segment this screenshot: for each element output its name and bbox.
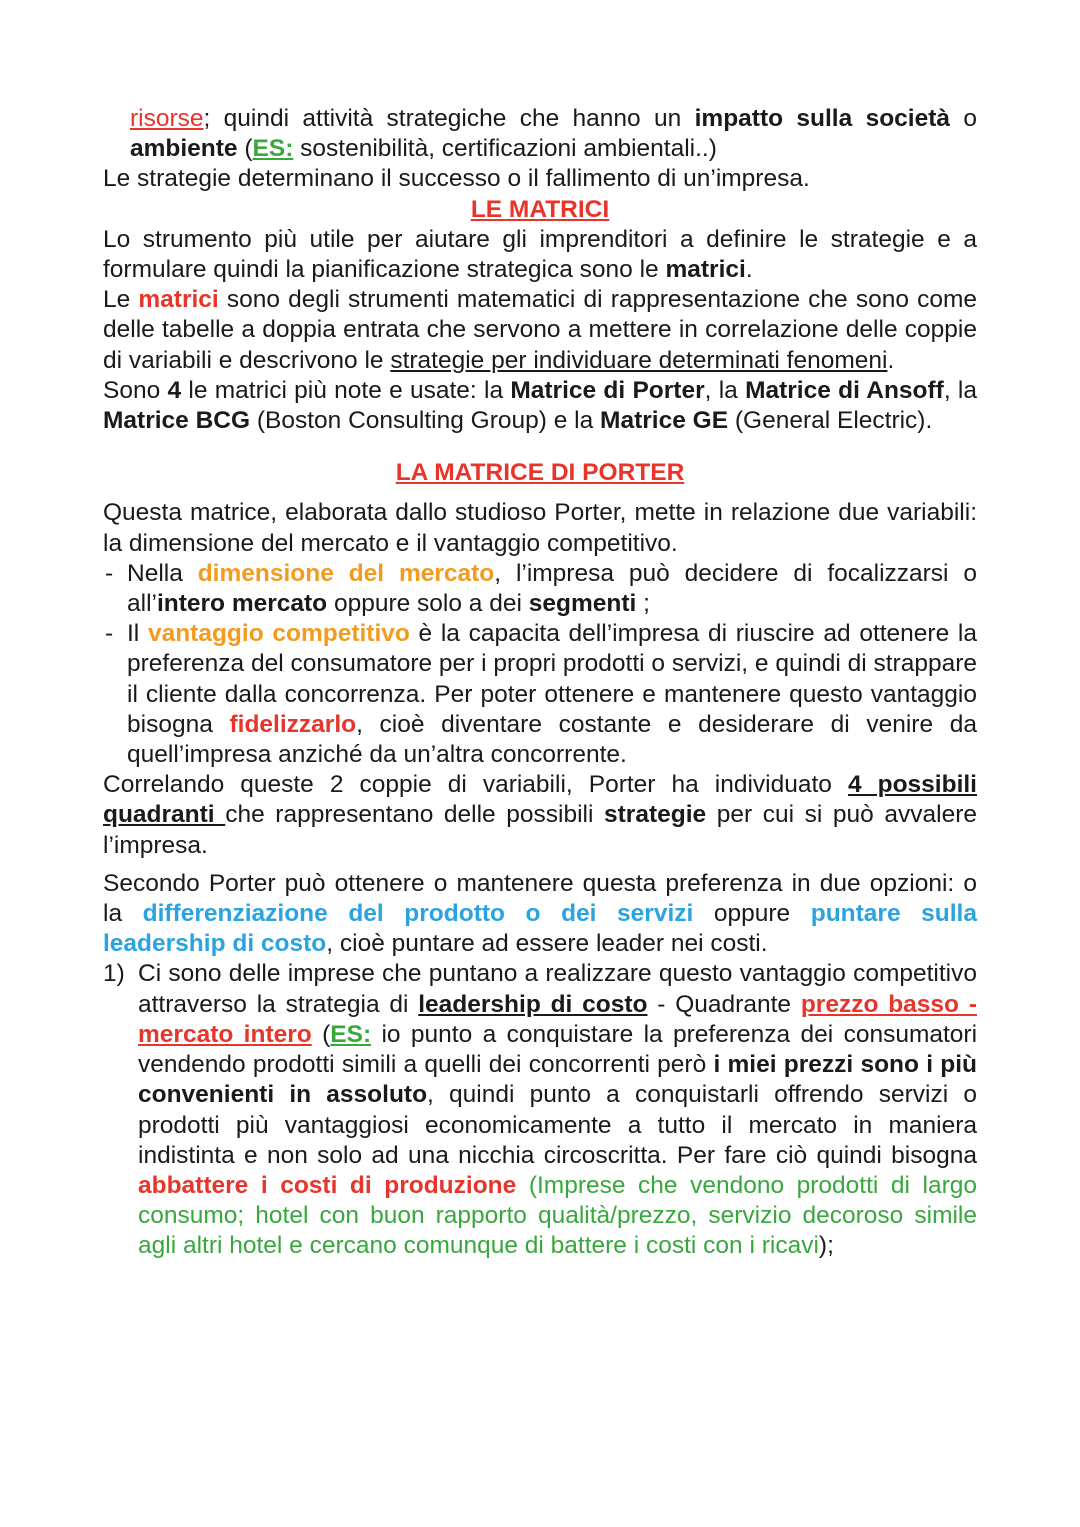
paragraph-correlando: Correlando queste 2 coppie di variabili, Porter ha individuato 4 possibili quadranti che rappresentano delle possibili strategie per cui si può avvalere l’impresa. — [103, 771, 977, 859]
list-item: - Nella dimensione del mercato, l’impresa può decidere di focalizzarsi o all’intero mercato oppure solo a dei segmenti ; — [105, 559, 977, 618]
paragraph-questa-matrice: Questa matrice, elaborata dallo studioso Porter, mette in relazione due variabili: la dimensione del mercato e il vantaggio competitivo. — [103, 499, 977, 557]
variables-list — [103, 559, 977, 770]
term-matrice-ansoff: Matrice di Ansoff — [745, 376, 944, 404]
term-matrici-highlight: matrici — [138, 286, 219, 314]
heading-le-matrici: LE MATRICI — [470, 195, 610, 223]
paragraph-quattro-matrici: Sono 4 le matrici più note e usate: la Matrice di Porter, la Matrice di Ansoff, la Matrice BCG (Boston Consulting Group) e la Matrice GE (General Electric). — [103, 376, 977, 435]
strategies-list — [103, 959, 977, 1261]
term-matrici: matrici — [665, 256, 746, 284]
heading-matrice-porter: LA MATRICE DI PORTER — [395, 459, 685, 487]
term-differenziazione: differenziazione del prodotto o dei servizi — [142, 900, 694, 928]
term-matrice-bcg: Matrice BCG — [103, 407, 251, 435]
paragraph-strategie: Le strategie determinano il successo o il fallimento di un’impresa. — [103, 165, 810, 193]
term-dimensione-mercato: dimensione del mercato — [197, 559, 495, 587]
term-strategie-fenomeni: strategie per individuare determinati fenomeni — [390, 346, 888, 374]
term-segmenti: segmenti — [528, 590, 637, 618]
term-prezzi-convenienti: i miei prezzi sono i più convenienti in assoluto — [138, 1051, 977, 1109]
page-content — [103, 104, 977, 1262]
example-label: ES: — [330, 1020, 372, 1048]
term-ambiente: ambiente — [130, 135, 238, 163]
paragraph-definizione-matrici: Le matrici sono degli strumenti matematici di rappresentazione che sono come delle tabelle a doppia entrata che servono a mettere in correlazione delle coppie di variabili e descrivono le strategie per individuare determinati fenomeni. — [103, 286, 977, 374]
term-matrice-porter: Matrice di Porter — [510, 376, 705, 404]
term-intero-mercato: intero mercato — [156, 590, 328, 618]
example-label: ES: — [252, 135, 294, 163]
list-item: - Il vantaggio competitivo è la capacita dell’impresa di riuscire ad ottenere la preferenza del consumatore per i propri prodotti o servizi, e quindi di strappare il cliente dalla concorrenza. Per poter ottenere e mantenere questo vantaggio bisogna fidelizzarlo, cioè diventare costante e desiderare di venire da quell’impresa anziché da un’altra concorrente. — [105, 620, 977, 769]
term-risorse: risorse — [130, 105, 204, 132]
term-quadranti: 4 possibili quadranti — [103, 771, 977, 829]
dash-marker: - — [105, 620, 114, 648]
term-strategie: strategie — [604, 801, 707, 829]
term-abbattere-costi: abbattere i costi di produzione — [138, 1171, 517, 1199]
term-fidelizzarlo: fidelizzarlo — [229, 710, 357, 738]
dash-marker: - — [105, 559, 114, 587]
term-vantaggio-competitivo: vantaggio competitivo — [147, 620, 410, 648]
term-prezzo-basso: prezzo basso - mercato intero — [138, 990, 977, 1048]
paragraph-risorse: risorse; quindi attività strategiche che hanno un impatto sulla società o ambiente (ES: sostenibilità, certificazioni ambientali..) — [130, 105, 977, 163]
number-marker: 1) — [103, 960, 125, 988]
term-matrice-ge: Matrice GE — [600, 407, 729, 435]
list-item: 1) Ci sono delle imprese che puntano a realizzare questo vantaggio competitivo attraverso la strategia di leadership di costo - Quadrante prezzo basso - mercato intero (ES: io punto a conquistare la preferenza dei consumatori vendendo prodotti simili a quelli dei concorrenti però i miei prezzi sono i più convenienti in assoluto, quindi punto a conquistarli offrendo servizi o prodotti più vantaggiosi economicamente a tutto il mercato in maniera indistinta e non solo ad una nicchia circoscritta. Per fare ciò quindi bisogna abbattere i costi di produzione (Imprese che vendono prodotti di largo consumo; hotel con buon rapporto qualità/prezzo, servizio decoroso simile agli altri hotel e cercano comunque di battere i costi con i ricavi); — [103, 960, 978, 1260]
paragraph-secondo-porter: Secondo Porter può ottenere o mantenere questa preferenza in due opzioni: o la differenziazione del prodotto o dei servizi oppure puntare sulla leadership di costo, cioè puntare ad essere leader nei costi. — [103, 869, 977, 958]
paragraph-strumento: Lo strumento più utile per aiutare gli imprenditori a definire le strategie e a formulare quindi la pianificazione strategica sono le matrici. — [103, 225, 977, 284]
term-leadership-di-costo: leadership di costo — [418, 990, 648, 1018]
example-text: (Imprese che vendono prodotti di largo consumo; hotel con buon rapporto qualità/prezzo, servizio decoroso simile agli altri hotel e cercano comunque di battere i costi con i ricavi — [138, 1171, 977, 1260]
term-impatto: impatto sulla società — [694, 105, 951, 132]
term-leadership-costo: puntare sulla leadership di costo — [103, 900, 977, 958]
